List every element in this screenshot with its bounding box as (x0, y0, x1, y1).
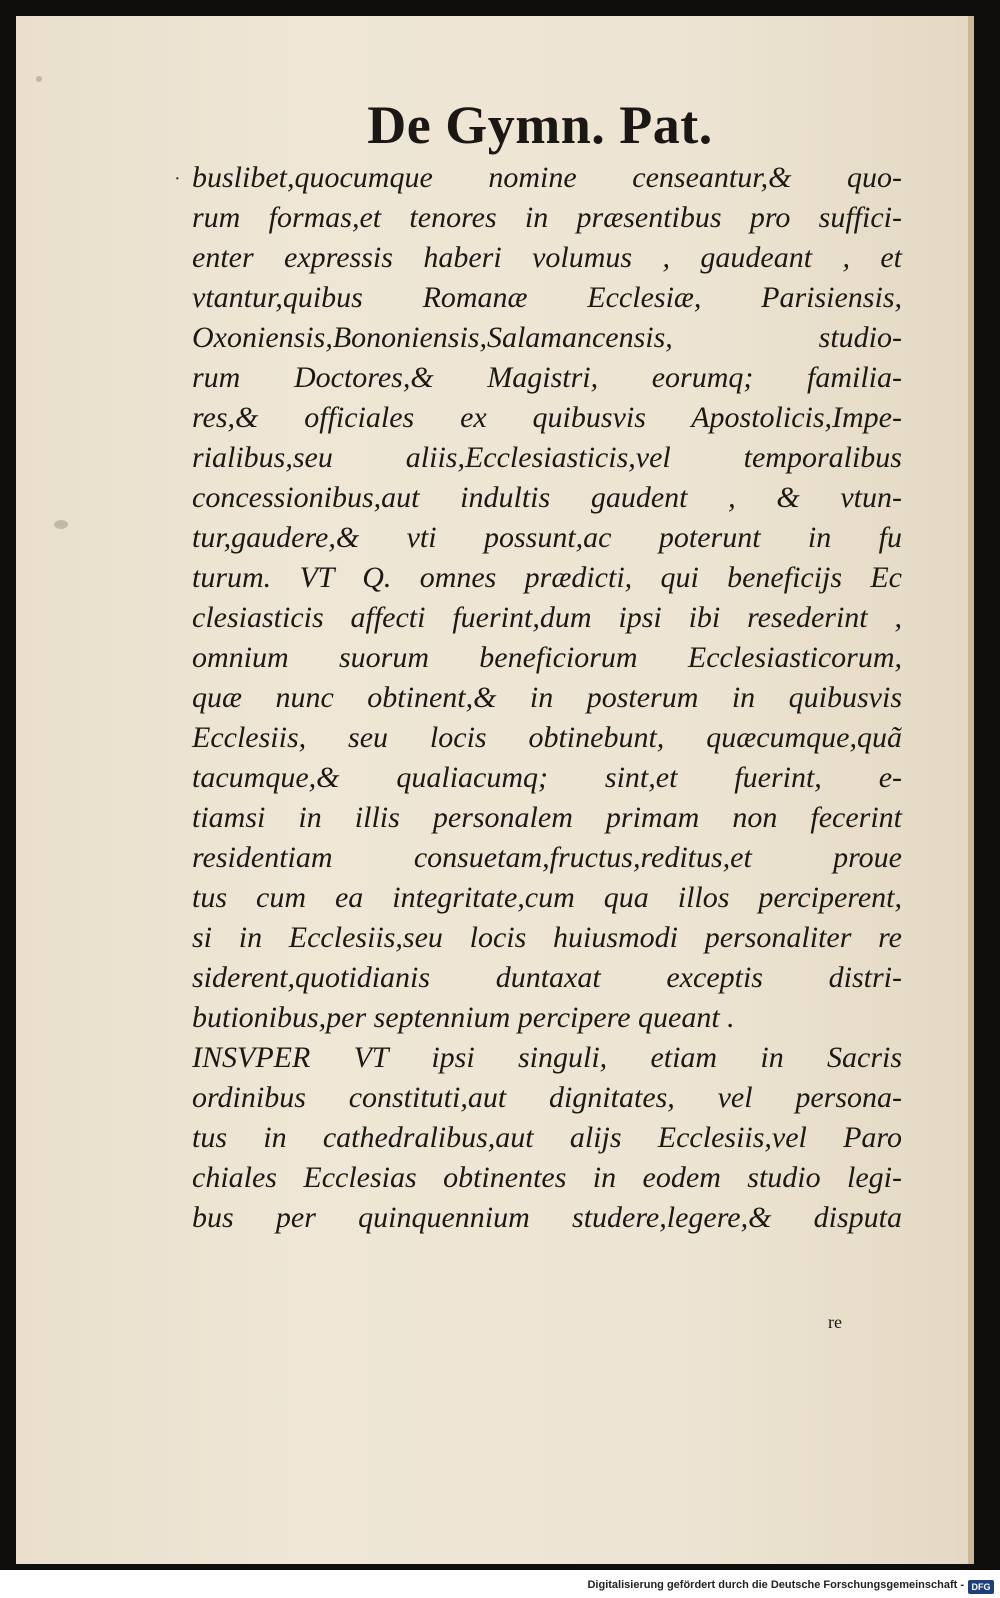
text-line: tiamsi in illis personalem primam non fecerint (192, 801, 902, 834)
catchword: re (828, 1312, 842, 1332)
text-line: vtantur,quibus Romanæ Ecclesiæ, Parisiensis, (192, 281, 902, 314)
text-line: butionibus,per septennium percipere queant . (192, 1001, 735, 1034)
text-line: tus cum ea integritate,cum qua illos perciperent, (192, 881, 902, 914)
running-head: De Gymn. Pat. (367, 95, 713, 155)
text-line: rialibus,seu aliis,Ecclesiasticis,vel temporalibus (192, 441, 902, 474)
text-line: bus per quinquennium studere,legere,& disputa (192, 1201, 902, 1234)
text-line: chiales Ecclesias obtinentes in eodem studio legi- (192, 1161, 902, 1194)
text-line: turum. VT Q. omnes prædicti, qui beneficijs Ec (192, 561, 902, 594)
text-line: tur,gaudere,& vti possunt,ac poterunt in fu (192, 521, 902, 554)
paper-stain (36, 76, 42, 82)
funding-credit: Digitalisierung gefördert durch die Deutsche Forschungsgemeinschaft - (587, 1579, 964, 1591)
text-line: rum formas,et tenores in præsentibus pro suffici- (192, 201, 902, 234)
text-line: clesiasticis affecti fuerint,dum ipsi ibi resederint , (192, 601, 902, 634)
text-line: enter expressis haberi volumus , gaudeant , et (192, 241, 902, 274)
text-line: buslibet,quocumque nomine censeantur,& quo- (192, 161, 902, 194)
text-line: ordinibus constituti,aut dignitates, vel persona- (192, 1081, 902, 1114)
text-line: rum Doctores,& Magistri, eorumq; familia- (192, 361, 902, 394)
text-line: concessionibus,aut indultis gaudent , & vtun- (192, 481, 902, 514)
text-line: Ecclesiis, seu locis obtinebunt, quæcumque,quã (192, 721, 902, 754)
text-line: tacumque,& qualiacumq; sint,et fuerint, e- (192, 761, 902, 794)
text-line: quæ nunc obtinent,& in posterum in quibusvis (192, 681, 902, 714)
text-line: Oxoniensis,Bononiensis,Salamancensis, studio- (192, 321, 902, 354)
text-line: siderent,quotidianis duntaxat exceptis distri- (192, 961, 902, 994)
body-text (192, 158, 902, 1238)
digitization-footer (0, 1578, 1000, 1598)
text-line: si in Ecclesiis,seu locis huiusmodi personaliter re (192, 921, 902, 954)
paper-stain (54, 520, 68, 529)
text-line: tus in cathedralibus,aut alijs Ecclesiis,vel Paro (192, 1121, 902, 1154)
text-line: res,& officiales ex quibusvis Apostolicis,Impe- (192, 401, 902, 434)
text-line: INSVPER VT ipsi singuli, etiam in Sacris (192, 1041, 902, 1074)
margin-mark: · (174, 168, 181, 190)
dfg-logo-icon: DFG (968, 1580, 994, 1594)
text-line: residentiam consuetam,fructus,reditus,et proue (192, 841, 902, 874)
book-page (16, 16, 974, 1564)
text-line: omnium suorum beneficiorum Ecclesiasticorum, (192, 641, 902, 674)
